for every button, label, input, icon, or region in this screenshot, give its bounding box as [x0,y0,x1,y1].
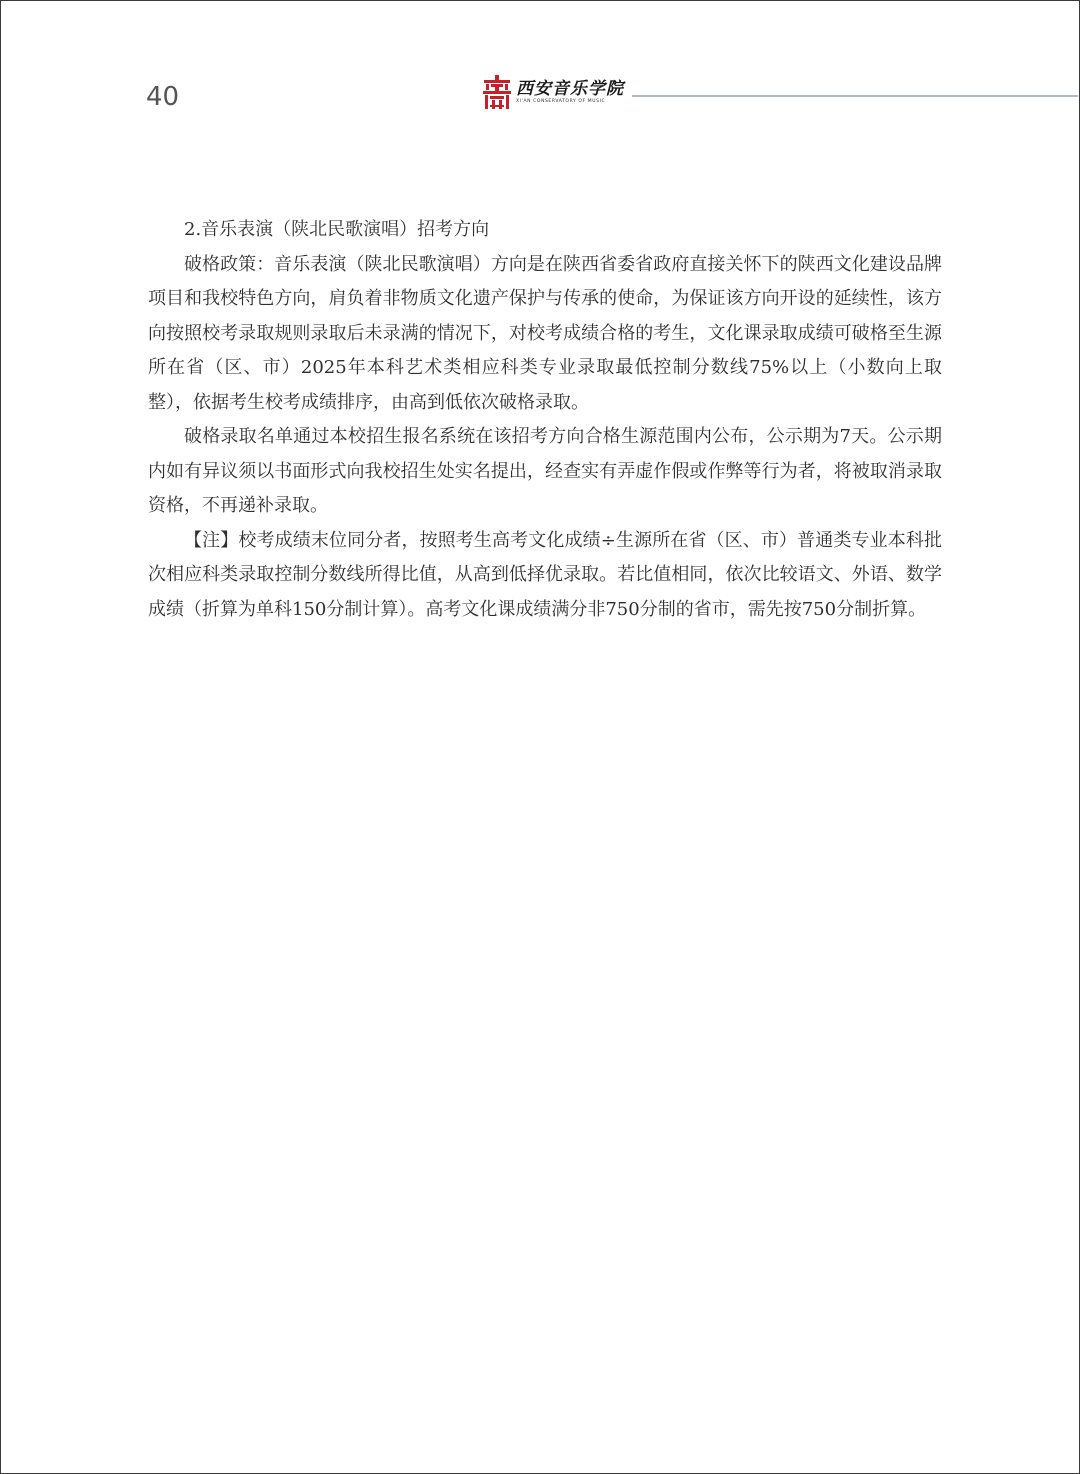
section-heading: 2.音乐表演（陕北民歌演唱）招考方向 [184,219,490,240]
conservatory-emblem-icon [482,75,512,109]
logo-name-en: XI'AN CONSERVATORY OF MUSIC [516,98,606,104]
header-rule [632,95,1078,97]
page-number: 40 [146,82,180,112]
paragraph-note: 【注】校考成绩末位同分者，按照考生高考文化成绩÷生源所在省（区、市）普通类专业本科批次相应科类录取控制分数线所得比值，从高到低择优录取。若比值相同，依次比较语文、外语、数学成绩（折算为单科150分制计算）。高考文化课成绩满分非750分制的省市，需先按750分制折算。 [148,529,942,620]
paragraph-policy: 破格政策：音乐表演（陕北民歌演唱）方向是在陕西省委省政府直接关怀下的陕西文化建设品牌项目和我校特色方向，肩负着非物质文化遗产保护与传承的使命，为保证该方向开设的延续性，该方向按照校考录取规则录取后未录满的情况下，对校考成绩合格的考生，文化课录取成绩可破格至生源所在省（区、市）2025年本科艺术类相应科类专业录取最低控制分数线75%以上（小数向上取整），依据考生校考成绩排序，由高到低依次破格录取。 [148,253,942,413]
logo-name-cn: 西安音乐学院 [516,78,624,99]
document-body [148,213,942,627]
conservatory-logo [482,74,624,110]
paragraph-publicity: 破格录取名单通过本校招生报名系统在该招考方向合格生源范围内公布，公示期为7天。公示期内如有异议须以书面形式向我校招生处实名提出，经查实有弄虚作假或作弊等行为者，将被取消录取资格，不再递补录取。 [148,426,942,516]
